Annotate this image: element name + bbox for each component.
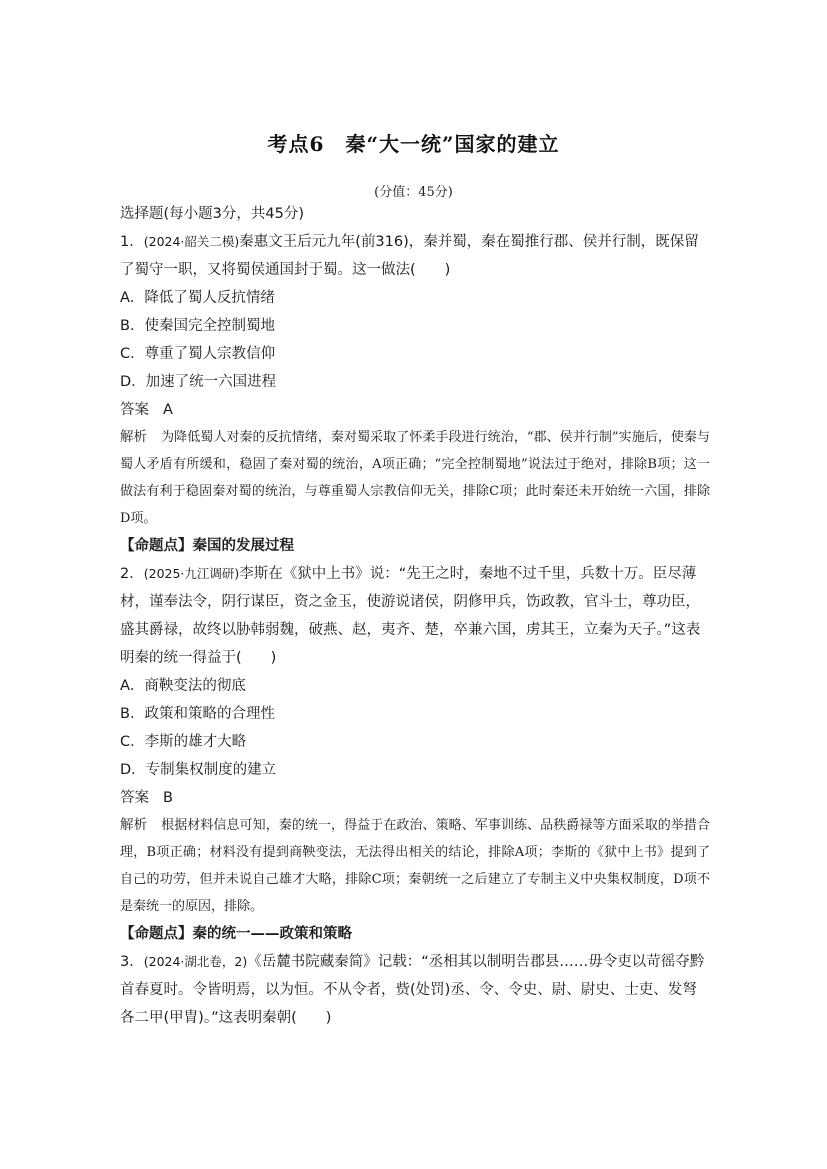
option-b: B．使秦国完全控制蜀地	[120, 318, 275, 334]
question-stem: 《岳麓书院藏秦简》记载：“丞相其以制明告郡县……毋令吏以苛徭夺黔首春夏时。令皆明焉，以为恒。不从令者，赀(处罚)丞、令、令史、尉、尉史、士吏、发弩各二甲(甲胄)。”这表明秦朝( )	[120, 954, 705, 1026]
question-source: (2024·湖北卷，2)	[143, 954, 248, 969]
content	[120, 200, 710, 1032]
option-c: C．尊重了蜀人宗教信仰	[120, 346, 276, 362]
score-note: (分值：45分)	[374, 185, 453, 200]
answer-line	[120, 784, 710, 812]
answer-value: A	[163, 402, 173, 418]
section-heading: 选择题(每小题3分，共45分)	[120, 206, 304, 222]
page-title: 考点6 秦“大一统”国家的建立	[267, 132, 560, 156]
answer-line	[120, 396, 710, 424]
topic-tag: 【命题点】秦的统一——政策和策略	[120, 926, 352, 942]
question-source: (2025·九江调研)	[143, 566, 240, 581]
question-number: 1．	[120, 234, 144, 250]
analysis	[120, 812, 710, 920]
question-number: 3．	[120, 954, 144, 970]
option-b: B．政策和策略的合理性	[120, 706, 275, 722]
question-1	[120, 228, 710, 284]
question-stem: 李斯在《狱中上书》说：“先王之时，秦地不过千里，兵数十万。臣尽薄材，谨奉法令，阴行谋臣，资之金玉，使游说诸侯，阴修甲兵，饬政教，官斗士，尊功臣，盛其爵禄，故终以胁韩弱魏，破燕、赵，夷齐、楚，卒兼六国，虏其王，立秦为天子。”这表明秦的统一得益于( )	[120, 566, 701, 666]
option-a: A．降低了蜀人反抗情绪	[120, 290, 275, 306]
analysis-label: 解析	[120, 429, 148, 445]
option-d: D．专制集权制度的建立	[120, 762, 277, 778]
topic-tag: 【命题点】秦国的发展过程	[120, 538, 294, 554]
question-2	[120, 560, 710, 672]
question-source: (2024·韶关二模)	[143, 234, 240, 249]
option-c: C．李斯的雄才大略	[120, 734, 247, 750]
analysis-label: 解析	[120, 817, 148, 833]
question-number: 2．	[120, 566, 144, 582]
option-a: A．商鞅变法的彻底	[120, 678, 246, 694]
answer-label: 答案	[120, 402, 149, 418]
answer-label: 答案	[120, 790, 149, 806]
analysis-text: 为降低蜀人对秦的反抗情绪，秦对蜀采取了怀柔手段进行统治，“郡、侯并行制”实施后，使秦与蜀人矛盾有所缓和，稳固了秦对蜀的统治，A项正确；“完全控制蜀地”说法过于绝对，排除B项；这一做法有利于稳固秦对蜀的统治，与尊重蜀人宗教信仰无关，排除C项；此时秦还未开始统一六国，排除D项。	[120, 430, 710, 526]
question-3	[120, 948, 710, 1032]
option-d: D．加速了统一六国进程	[120, 374, 277, 390]
analysis	[120, 424, 710, 532]
analysis-text: 根据材料信息可知，秦的统一，得益于在政治、策略、军事训练、品秩爵禄等方面采取的举措合理，B项正确；材料没有提到商鞅变法，无法得出相关的结论，排除A项；李斯的《狱中上书》提到了自己的功劳，但并未说自己雄才大略，排除C项；秦朝统一之后建立了专制主义中央集权制度，D项不是秦统一的原因，排除。	[120, 818, 710, 914]
question-stem: 秦惠文王后元九年(前316)，秦并蜀，秦在蜀推行郡、侯并行制，既保留了蜀守一职，又将蜀侯通国封于蜀。这一做法( )	[120, 234, 699, 278]
answer-value: B	[163, 790, 173, 806]
